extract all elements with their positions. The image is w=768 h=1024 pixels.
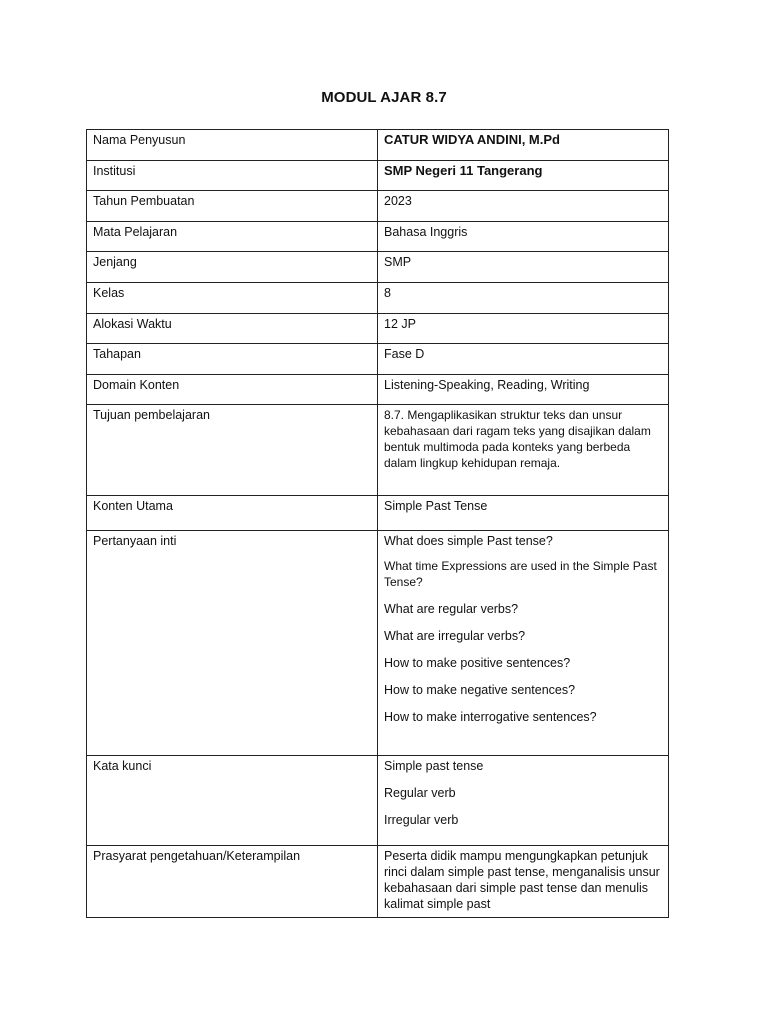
row-value: 8.7. Mengaplikasikan struktur teks dan unsur kebahasaan dari ragam teks yang disajikan dalam bentuk multimoda pada konteks yang berbeda dalam lingkup kehidupan remaja. <box>378 405 669 496</box>
table-row <box>87 222 669 252</box>
table-row <box>87 531 669 756</box>
row-value: CATUR WIDYA ANDINI, M.Pd <box>378 130 669 161</box>
row-value: Simple Past Tense <box>378 496 669 531</box>
row-label: Prasyarat pengetahuan/Keterampilan <box>87 846 378 918</box>
row-label: Alokasi Waktu <box>87 314 378 344</box>
row-label: Institusi <box>87 161 378 191</box>
table-row <box>87 375 669 405</box>
row-value-list <box>378 531 669 756</box>
row-label: Domain Konten <box>87 375 378 405</box>
list-item: What time Expressions are used in the Simple Past Tense? <box>384 559 657 589</box>
row-label: Mata Pelajaran <box>87 222 378 252</box>
table-row <box>87 314 669 344</box>
table-row <box>87 130 669 161</box>
row-value: 8 <box>378 283 669 314</box>
table-row <box>87 283 669 314</box>
list-item: Simple past tense <box>384 759 484 773</box>
list-item: How to make interrogative sentences? <box>384 710 597 724</box>
row-value: 12 JP <box>378 314 669 344</box>
table-row <box>87 252 669 283</box>
table-row <box>87 405 669 496</box>
list-item: How to make negative sentences? <box>384 683 576 697</box>
row-label: Tujuan pembelajaran <box>87 405 378 496</box>
list-item: Irregular verb <box>384 813 459 827</box>
row-value: Listening-Speaking, Reading, Writing <box>378 375 669 405</box>
page-title: MODUL AJAR 8.7 <box>321 89 447 106</box>
list-item: What are irregular verbs? <box>384 629 526 643</box>
row-value-list <box>378 756 669 846</box>
module-info-table <box>86 129 669 918</box>
table-row <box>87 344 669 375</box>
row-value: 2023 <box>378 191 669 222</box>
row-label: Nama Penyusun <box>87 130 378 161</box>
row-label: Tahun Pembuatan <box>87 191 378 222</box>
row-label: Konten Utama <box>87 496 378 531</box>
row-label: Kelas <box>87 283 378 314</box>
row-value: Bahasa Inggris <box>378 222 669 252</box>
table-row <box>87 756 669 846</box>
row-value: SMP <box>378 252 669 283</box>
row-label: Pertanyaan inti <box>87 531 378 756</box>
list-item: What are regular verbs? <box>384 602 519 616</box>
row-label: Tahapan <box>87 344 378 375</box>
row-label: Jenjang <box>87 252 378 283</box>
table-row <box>87 846 669 918</box>
row-value: SMP Negeri 11 Tangerang <box>378 161 669 191</box>
list-item: How to make positive sentences? <box>384 656 571 670</box>
row-value: Fase D <box>378 344 669 375</box>
table-row <box>87 161 669 191</box>
table-row <box>87 191 669 222</box>
row-label: Kata kunci <box>87 756 378 846</box>
list-item: What does simple Past tense? <box>384 534 553 548</box>
table-row <box>87 496 669 531</box>
row-value: Peserta didik mampu mengungkapkan petunjuk rinci dalam simple past tense, menganalisis unsur kebahasaan dari simple past tense dan menulis kalimat simple past <box>378 846 669 918</box>
list-item: Regular verb <box>384 786 456 800</box>
